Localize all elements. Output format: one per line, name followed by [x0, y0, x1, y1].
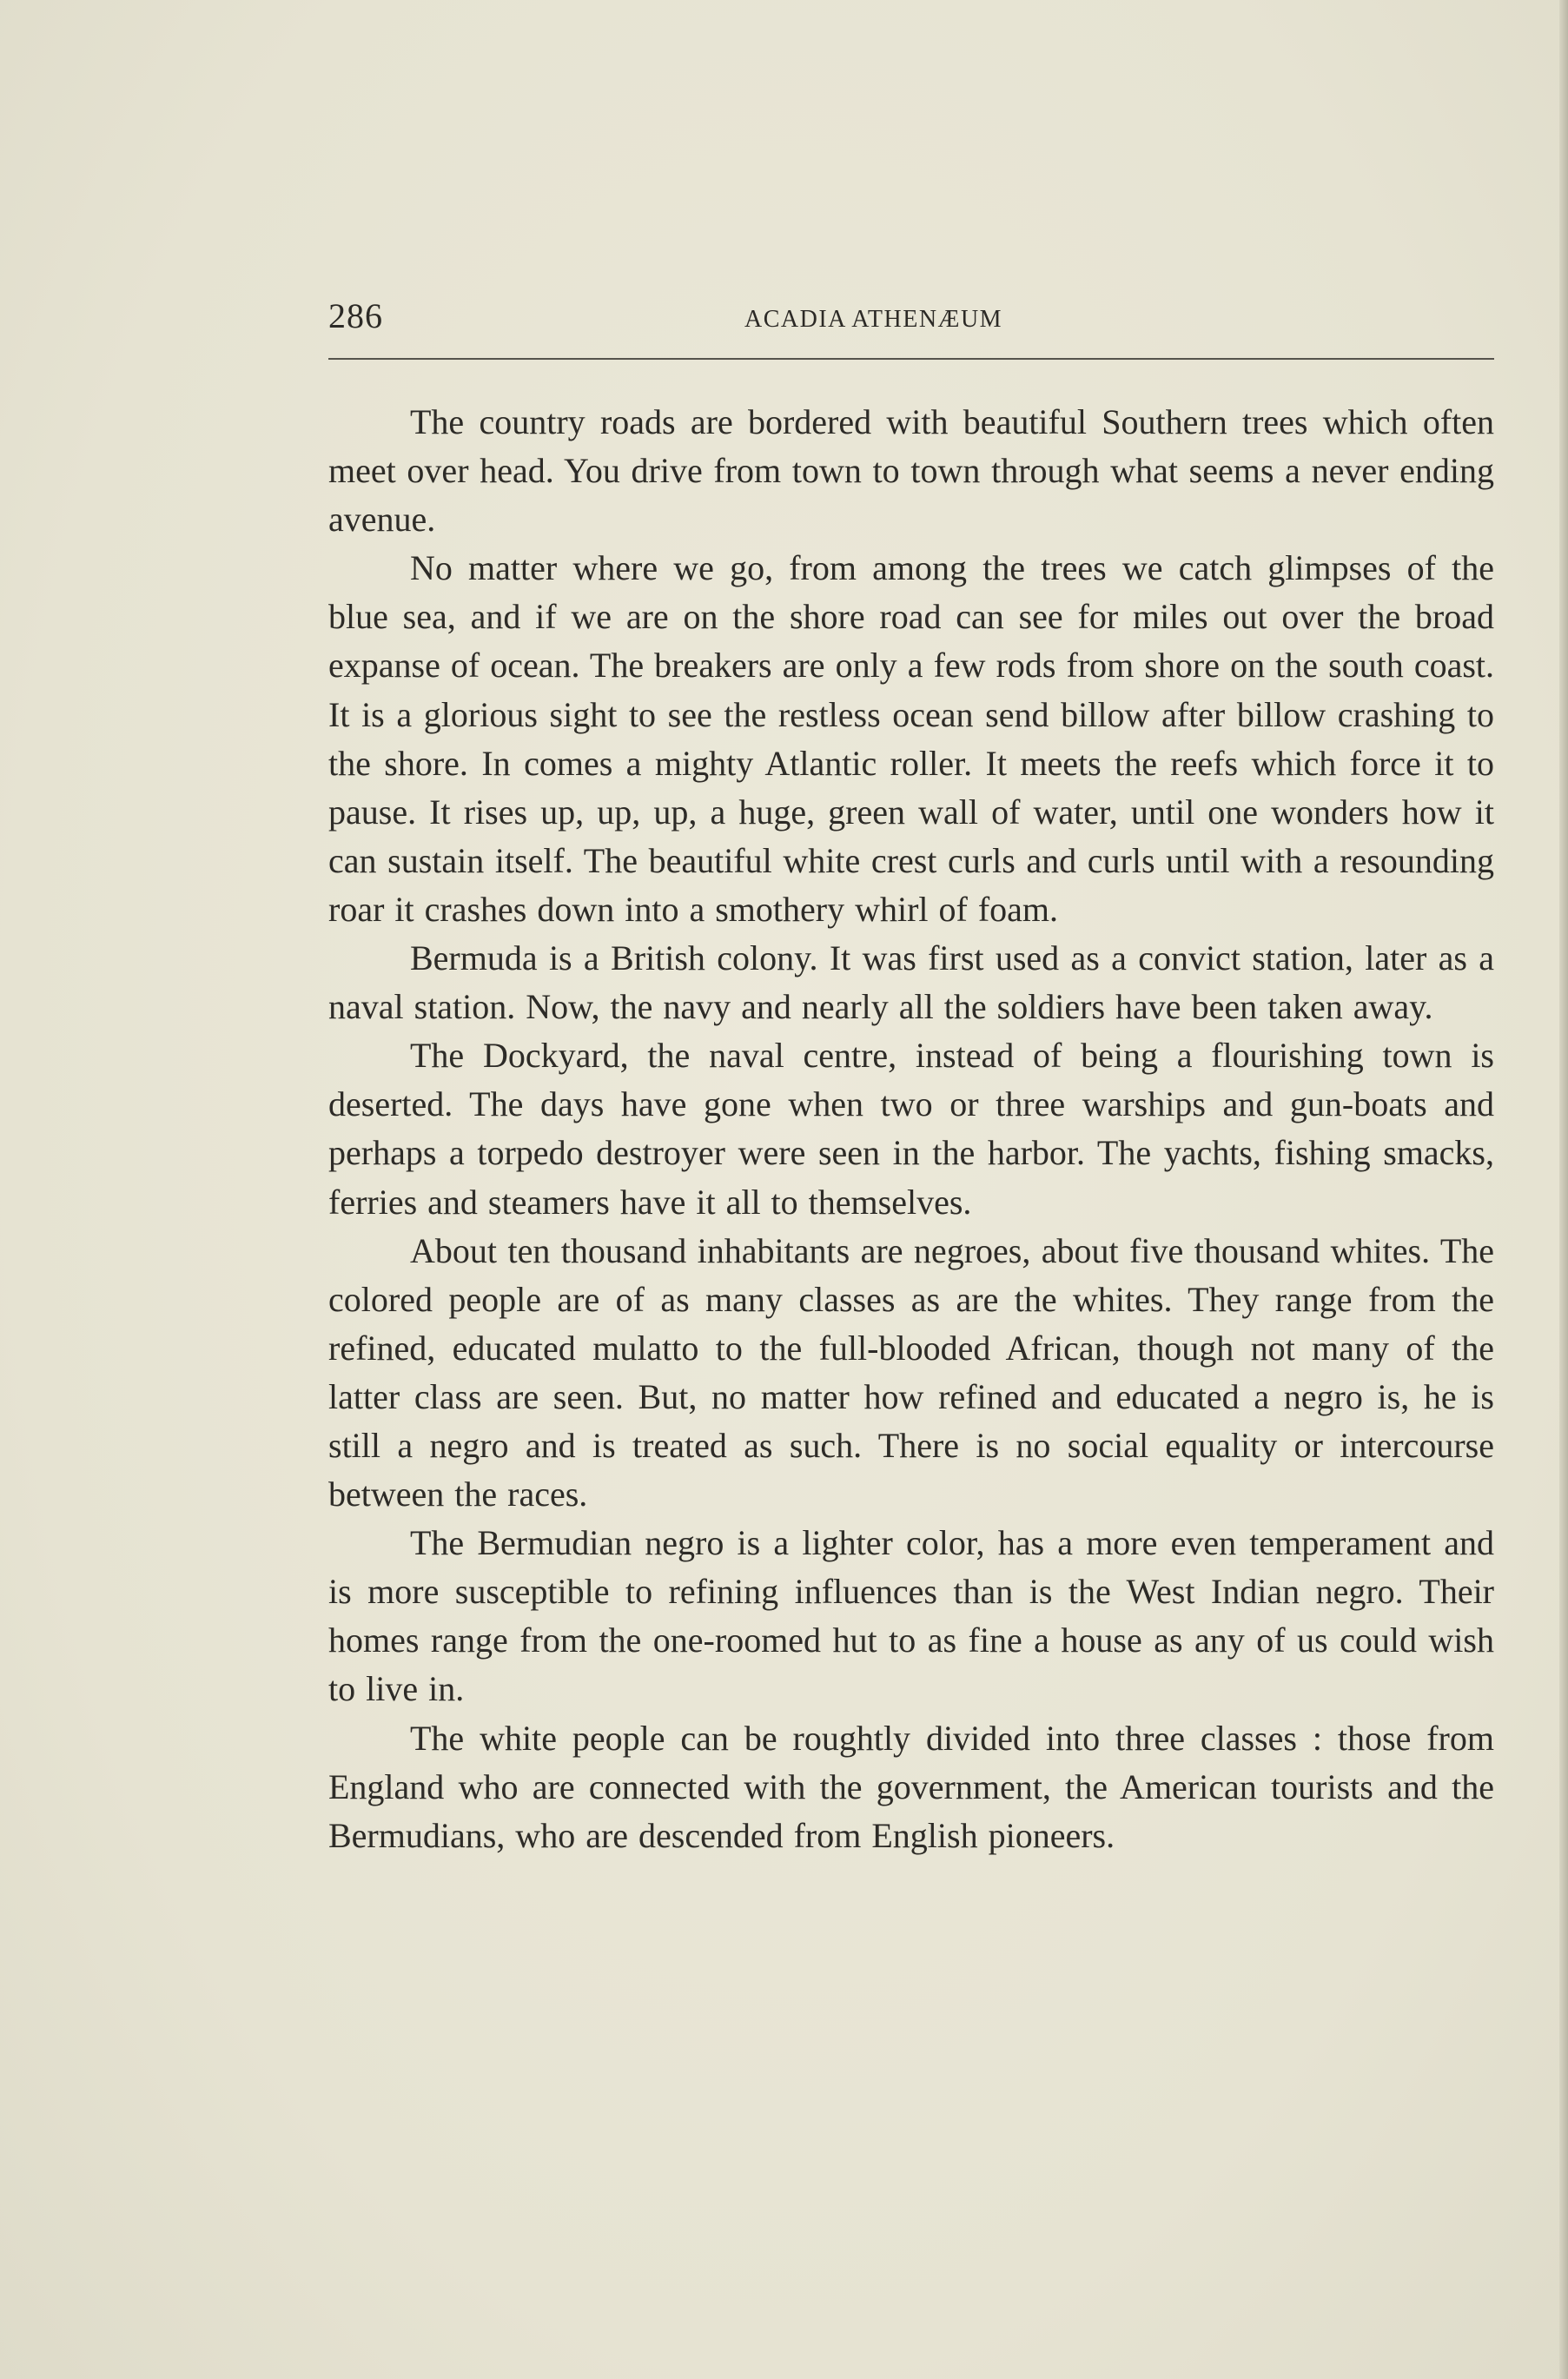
paragraph-country-roads: The country roads are bordered with beautiful Southern trees which often meet over head. You drive from town to town through what seems a never ending avenue.: [328, 402, 1494, 540]
paragraph-bermudian-negro: The Bermudian negro is a lighter color, has a more even temperament and is more susceptible to refining influences than is the West Indian negro. Their homes range from the one-roomed hut to as fine a house as any of us could wish to live in.: [328, 1523, 1494, 1709]
paragraph-sea-breakers: No matter where we go, from among the trees we catch glimpses of the blue sea, and if we are on the shore road can see for miles out over the broad expanse of ocean. The breakers are only a few rods from shore on the south coast. It is a glorious sight to see the restless ocean send billow after billow crashing to the shore. In comes a mighty Atlantic roller. It meets the reefs which force it to pause. It rises up, up, up, a huge, green wall of water, until one wonders how it can sustain itself. The beautiful white crest curls and curls until with a resounding roar it crashes down into a smothery whirl of foam.: [328, 548, 1494, 929]
paragraph-white-people: The white people can be roughtly divided into three classes : those from England who are connected with the government, the American tourists and the Bermudians, who are descended from English pioneers.: [328, 1718, 1494, 1855]
paragraph-dockyard: The Dockyard, the naval centre, instead of being a flourishing town is deserted. The days have gone when two or three warships and gun-boats and perhaps a torpedo destroyer were seen in the harbor. The yachts, fishing smacks, ferries and steamers have it all to themselves.: [328, 1036, 1494, 1222]
page-edge-shadow: [1559, 0, 1568, 2379]
paragraph-inhabitants: About ten thousand inhabitants are negroes, about five thousand whites. The colored people are of as many classes as are the whites. They range from the refined, educated mulatto to the full-blooded African, though not many of the latter class are seen. But, no matter how refined and educated a negro is, he is still a negro and is treated as such. There is no social equality or intercourse between the races.: [328, 1230, 1494, 1514]
header-rule: [328, 358, 1494, 360]
running-head: ACADIA ATHENÆUM: [744, 306, 1003, 333]
paragraph-british-colony: Bermuda is a British colony. It was first used as a convict station, later as a naval station. Now, the navy and nearly all the soldiers have been taken away.: [328, 938, 1494, 1027]
page-header: [328, 295, 1494, 348]
page-number: 286: [328, 296, 383, 335]
body-text: [328, 398, 1494, 1860]
